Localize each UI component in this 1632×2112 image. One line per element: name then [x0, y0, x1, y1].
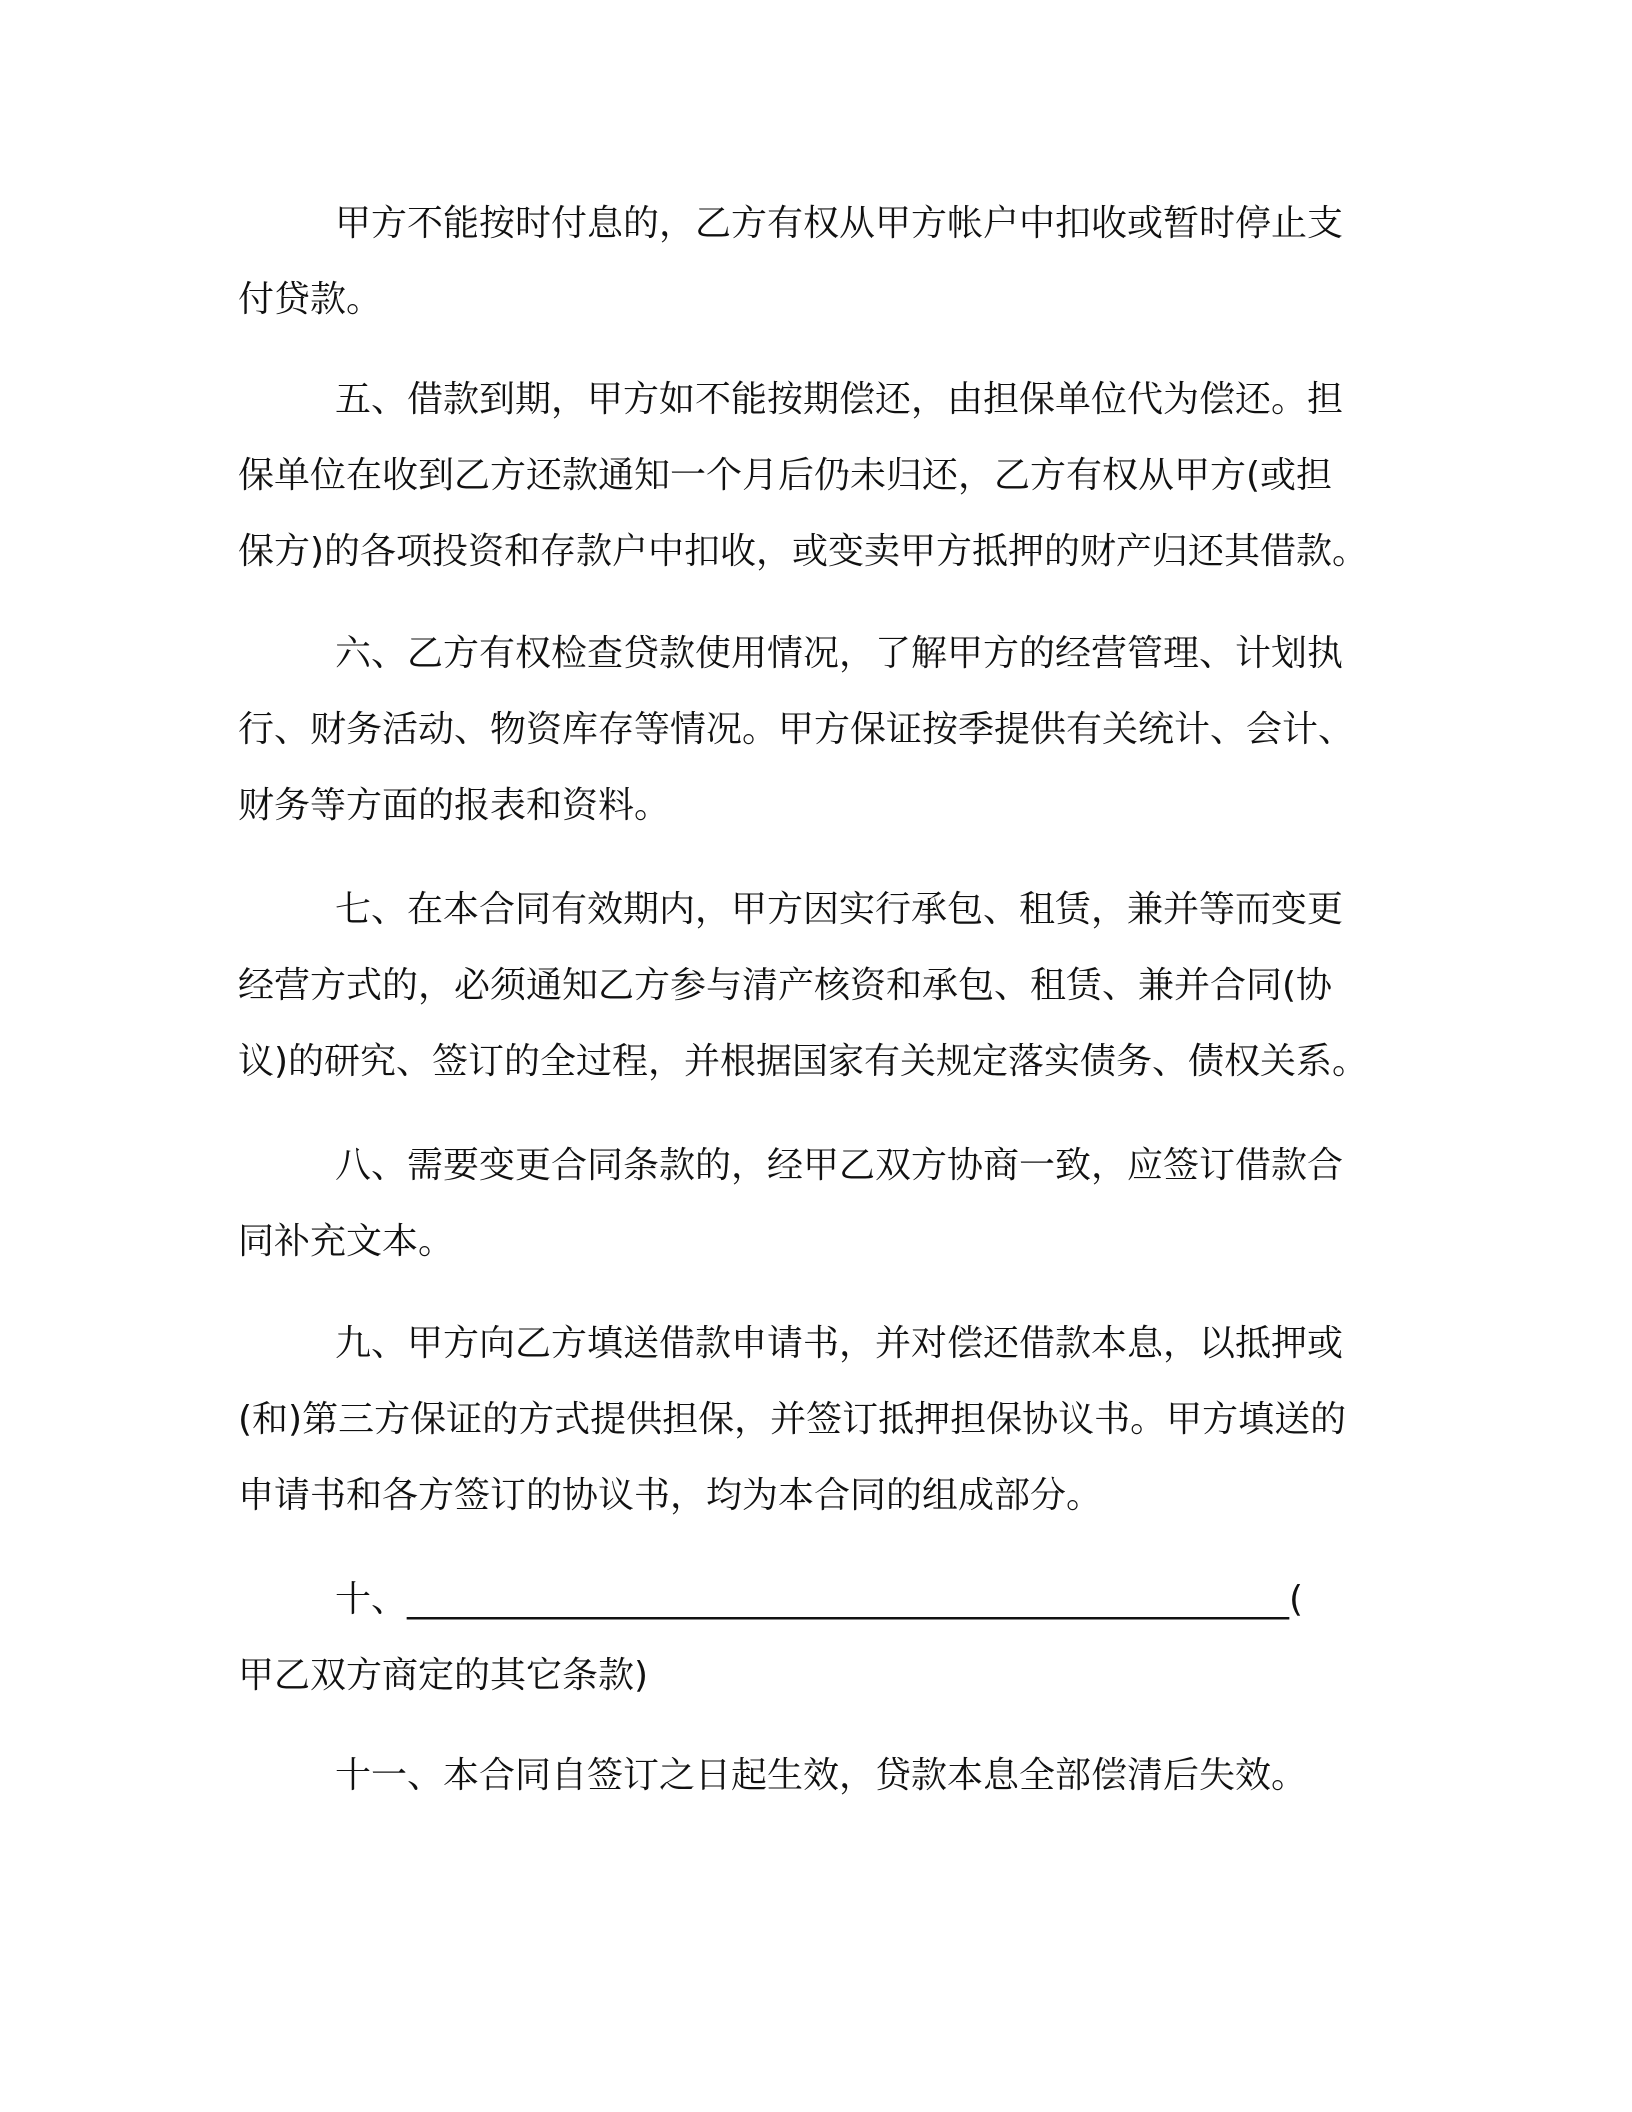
paragraph-clause-8 [238, 1128, 1388, 1280]
text-line: 财务等方面的报表和资料。 [238, 785, 671, 826]
text-line: 申请书和各方签订的协议书，均为本合同的组成部分。 [238, 1475, 1103, 1516]
text-line: 议)的研究、签订的全过程，并根据国家有关规定落实债务、债权关系。 [238, 1041, 1369, 1082]
paragraph-clause-7 [238, 872, 1388, 1100]
text-line: 甲方不能按时付息的，乙方有权从甲方帐户中扣收或暂时停止支 [335, 203, 1344, 244]
text-line: 十一、本合同自签订之日起生效，贷款本息全部偿清后失效。 [335, 1755, 1308, 1796]
text-line: 付贷款。 [238, 279, 383, 320]
text-line: 十、_________________________________________________( [335, 1579, 1304, 1620]
text-line: 八、需要变更合同条款的，经甲乙双方协商一致，应签订借款合 [335, 1145, 1344, 1186]
text-line: 甲乙双方商定的其它条款) [238, 1655, 649, 1696]
paragraph-interest-default [238, 186, 1388, 338]
text-line: 经营方式的，必须通知乙方参与清产核资和承包、租赁、兼并合同(协 [238, 965, 1333, 1006]
paragraph-clause-10 [238, 1562, 1388, 1714]
paragraph-clause-11 [238, 1738, 1388, 1814]
text-line: 七、在本合同有效期内，甲方因实行承包、租赁，兼并等而变更 [335, 889, 1344, 930]
text-line: (和)第三方保证的方式提供担保，并签订抵押担保协议书。甲方填送的 [238, 1399, 1347, 1440]
text-line: 同补充文本。 [238, 1221, 455, 1262]
paragraph-clause-9 [238, 1306, 1388, 1534]
text-line: 六、乙方有权检查贷款使用情况，了解甲方的经营管理、计划执 [335, 633, 1344, 674]
text-line: 行、财务活动、物资库存等情况。甲方保证按季提供有关统计、会计、 [238, 709, 1355, 750]
text-line: 保单位在收到乙方还款通知一个月后仍未归还，乙方有权从甲方(或担 [238, 455, 1333, 496]
paragraph-clause-5 [238, 362, 1388, 590]
text-line: 九、甲方向乙方填送借款申请书，并对偿还借款本息，以抵押或 [335, 1323, 1344, 1364]
paragraph-clause-6 [238, 616, 1388, 844]
text-line: 五、借款到期，甲方如不能按期偿还，由担保单位代为偿还。担 [335, 379, 1344, 420]
text-line: 保方)的各项投资和存款户中扣收，或变卖甲方抵押的财产归还其借款。 [238, 531, 1369, 572]
